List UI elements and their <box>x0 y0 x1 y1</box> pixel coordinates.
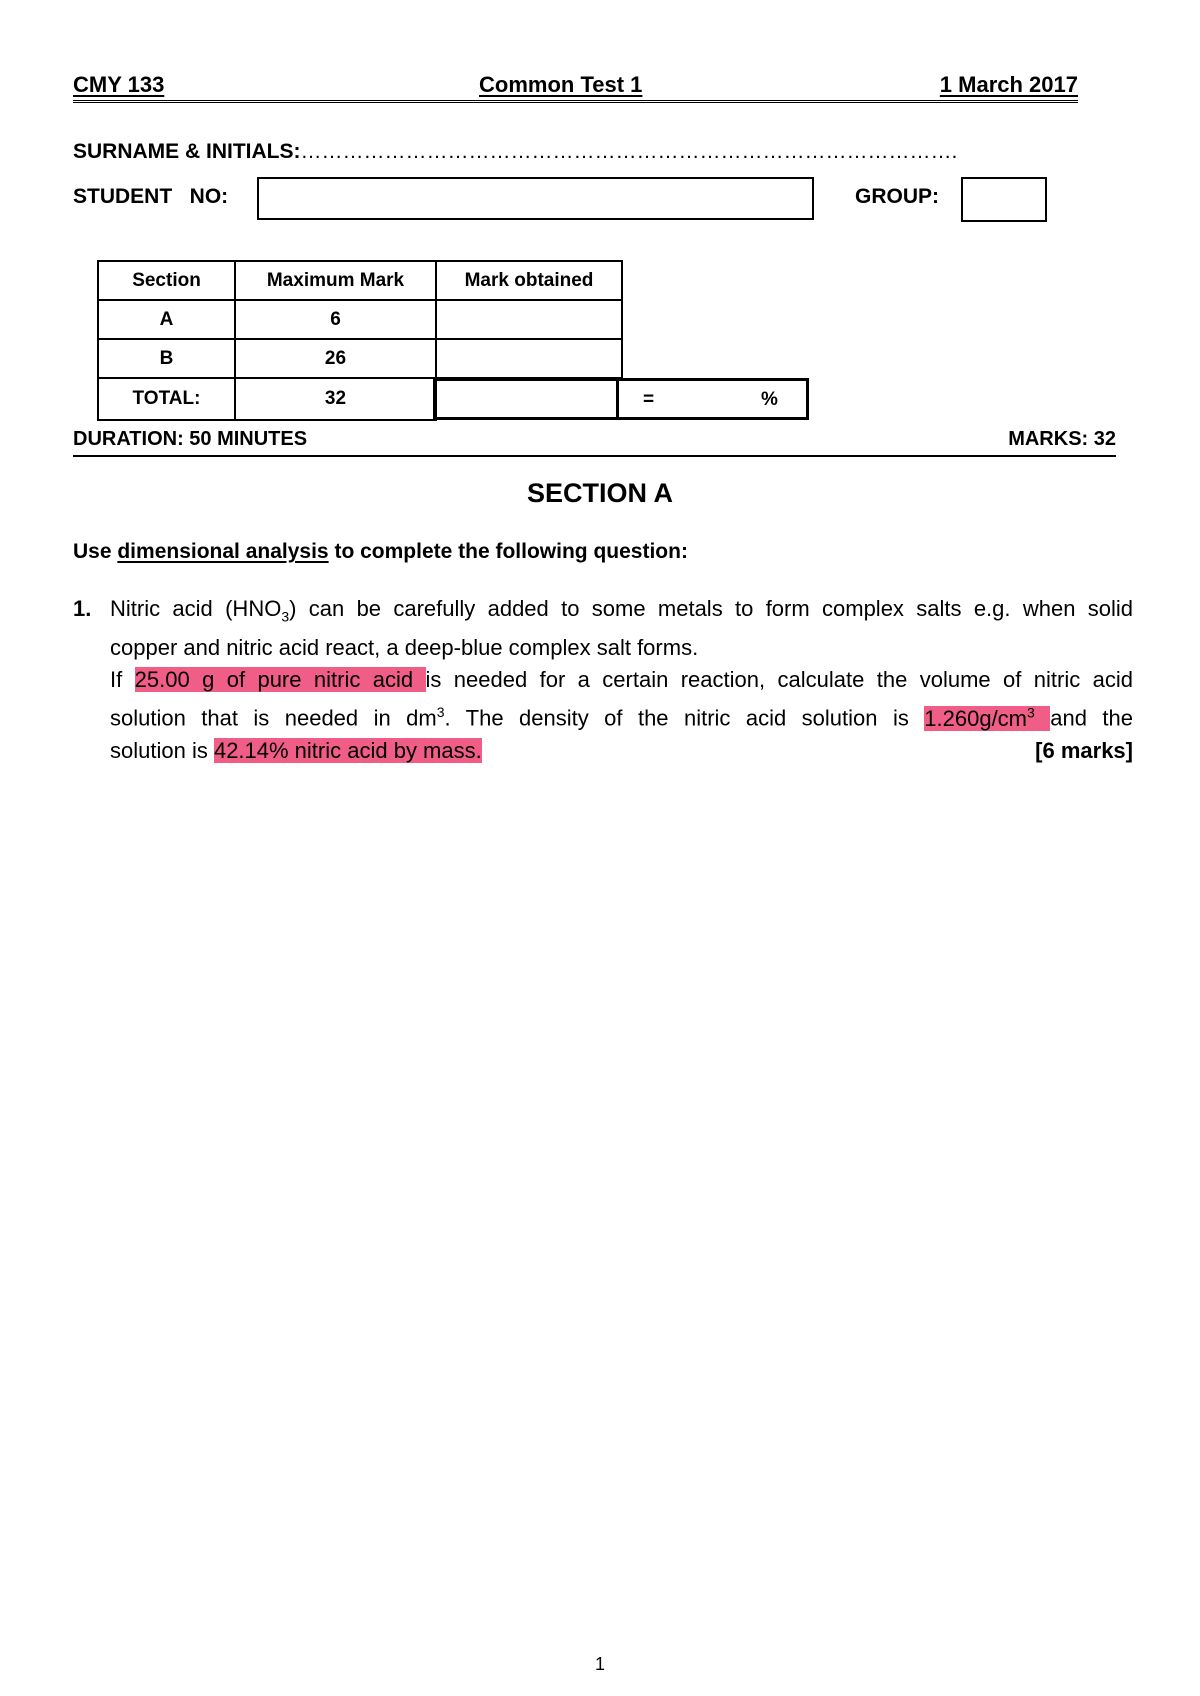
equals-sign: = <box>643 389 655 410</box>
row-section: B <box>98 339 235 378</box>
row-section: A <box>98 300 235 339</box>
instruction-suffix: to complete the following question: <box>328 540 688 563</box>
q-text: solution is <box>110 737 214 763</box>
marks-total: MARKS: 32 <box>1008 428 1116 450</box>
q-text: Nitric acid (HNO <box>110 596 282 621</box>
q-text: is needed for a certain reaction, calculate the volume of nitric acid <box>425 667 1133 693</box>
q-superscript: 3 <box>436 704 445 721</box>
percent-sign: % <box>761 389 778 410</box>
question-1 <box>73 593 1133 767</box>
density-sup: 3 <box>1027 704 1035 721</box>
section-title: SECTION A <box>526 478 673 508</box>
page-header <box>73 72 1078 103</box>
header-mark-obtained: Mark obtained <box>436 261 622 300</box>
question-line <box>110 664 1133 696</box>
surname-dots[interactable]: …………………………………………………………………………………. <box>300 140 958 163</box>
q-text: ) can be carefully added to some metals to form complex salts e.g. when solid <box>289 596 1133 621</box>
table-row <box>98 300 622 339</box>
question-marks: [6 marks] <box>1035 737 1133 763</box>
density-trail <box>1035 706 1050 731</box>
test-date: 1 March 2017 <box>939 72 1078 97</box>
row-obtained[interactable] <box>436 300 622 339</box>
student-no-label: STUDENT NO: <box>73 185 229 208</box>
row-max: 26 <box>235 339 436 378</box>
density-text: 1.260g/cm <box>924 705 1028 731</box>
group-box[interactable] <box>961 177 1047 222</box>
row-max: 6 <box>235 300 436 339</box>
instruction-underlined: dimensional analysis <box>117 540 329 563</box>
marks-table-header <box>98 261 622 300</box>
student-no-box[interactable] <box>257 177 814 220</box>
question-line <box>110 735 1133 767</box>
q-text: solution that is needed in dm <box>110 705 437 731</box>
q-text: and the <box>1050 705 1133 731</box>
q-subscript: 3 <box>281 608 290 625</box>
surname-label: SURNAME & INITIALS: <box>73 140 301 163</box>
q-text: If <box>110 667 135 693</box>
question-body <box>110 593 1133 767</box>
test-title: Common Test 1 <box>479 72 643 97</box>
question-number: 1. <box>73 596 92 621</box>
duration-row <box>73 428 1116 457</box>
instruction-prefix: Use <box>73 540 118 563</box>
percentage-box[interactable] <box>619 378 809 420</box>
q-text: . The density of the nitric acid solution is <box>444 705 925 731</box>
highlight-percent: 42.14% nitric acid by mass. <box>213 737 482 763</box>
total-label: TOTAL: <box>98 378 235 420</box>
highlight-density <box>924 706 1050 731</box>
instruction <box>73 540 688 564</box>
total-obtained-box[interactable] <box>433 378 619 420</box>
page-number: 1 <box>594 1654 605 1674</box>
question-line <box>110 593 1133 632</box>
course-code: CMY 133 <box>73 72 165 97</box>
surname-field[interactable] <box>73 140 957 164</box>
question-line <box>110 696 1133 734</box>
table-row <box>98 339 622 378</box>
header-max-mark: Maximum Mark <box>235 261 436 300</box>
total-max: 32 <box>235 378 436 420</box>
group-label: GROUP: <box>855 185 939 208</box>
duration-text: DURATION: 50 MINUTES <box>73 428 308 450</box>
row-obtained[interactable] <box>436 339 622 378</box>
highlight-mass: 25.00 g of pure nitric acid <box>134 667 426 693</box>
header-section: Section <box>98 261 235 300</box>
question-line: copper and nitric acid react, a deep-blue complex salt forms. <box>110 635 699 661</box>
